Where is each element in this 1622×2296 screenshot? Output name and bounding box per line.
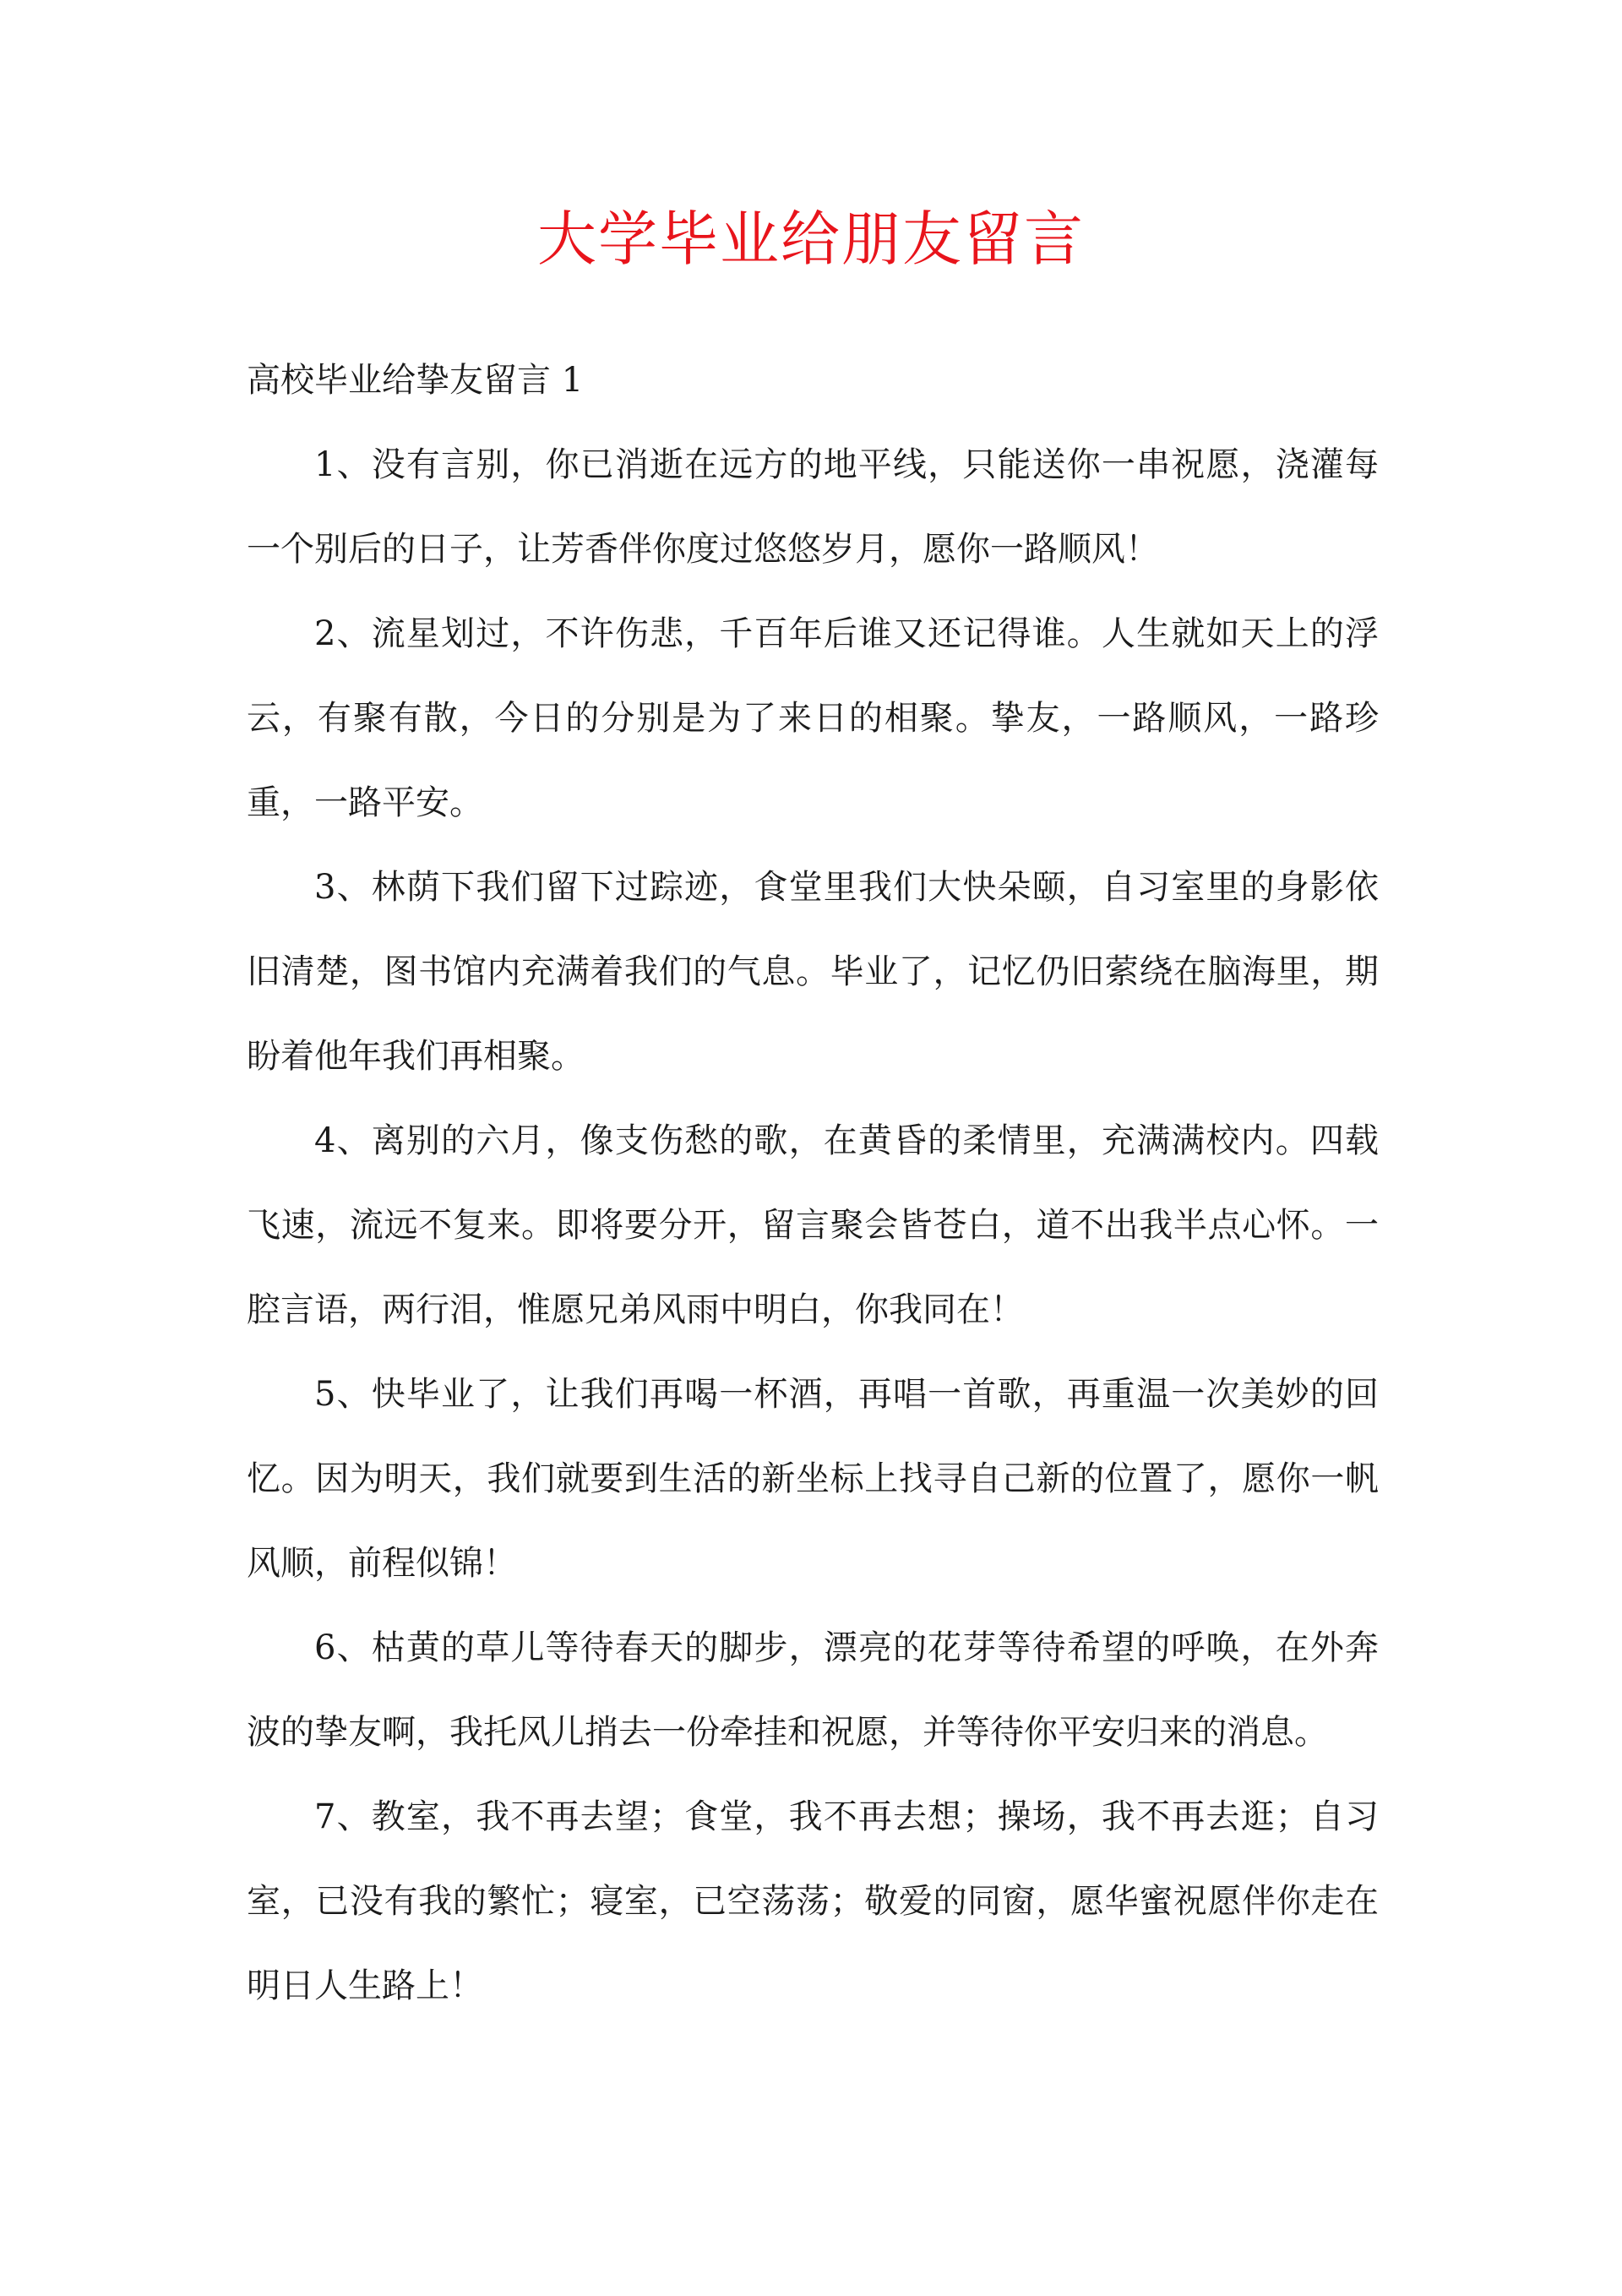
document-title: 大学毕业给朋友留言 [537,205,1085,274]
paragraph-4: 4、离别的六月，像支伤愁的歌，在黄昏的柔情里，充满满校内。四载飞速，流远不复来。即将要分开，留言聚会皆苍白，道不出我半点心怀。一腔言语，两行泪，惟愿兄弟风雨中明白，你我同在！ [247,1121,1379,1329]
paragraph-6: 6、枯黄的草儿等待春天的脚步，漂亮的花芽等待希望的呼唤，在外奔波的挚友啊，我托风儿捎去一份牵挂和祝愿，并等待你平安归来的消息。 [247,1628,1379,1752]
paragraph-3: 3、林荫下我们留下过踪迹，食堂里我们大快朵颐，自习室里的身影依旧清楚，图书馆内充满着我们的气息。毕业了，记忆仍旧萦绕在脑海里，期盼着他年我们再相聚。 [247,868,1379,1076]
paragraph-5: 5、快毕业了，让我们再喝一杯酒，再唱一首歌，再重温一次美妙的回忆。因为明天，我们就要到生活的新坐标上找寻自己新的位置了，愿你一帆风顺，前程似锦！ [247,1375,1379,1583]
paragraph-1: 1、没有言别，你已消逝在远方的地平线，只能送你一串祝愿，浇灌每一个别后的日子，让芳香伴你度过悠悠岁月，愿你一路顺风！ [247,445,1379,569]
section-heading: 高校毕业给挚友留言 1 [247,361,584,400]
paragraph-7: 7、教室，我不再去望；食堂，我不再去想；操场，我不再去逛；自习室，已没有我的繁忙；寝室，已空荡荡；敬爱的同窗，愿华蜜祝愿伴你走在明日人生路上！ [247,1797,1379,2005]
paragraph-2: 2、流星划过，不许伤悲，千百年后谁又还记得谁。人生就如天上的浮云，有聚有散，今日的分别是为了来日的相聚。挚友，一路顺风，一路珍重，一路平安。 [247,614,1379,822]
document-body [247,338,1379,2028]
